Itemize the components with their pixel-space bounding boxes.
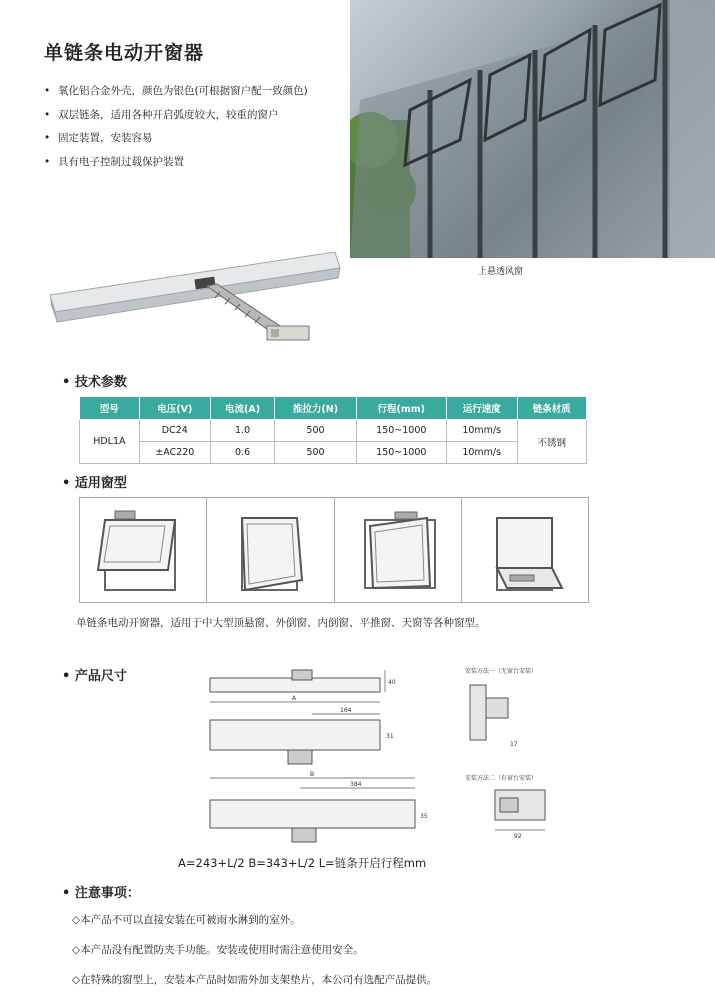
- spec-cell: 0.6: [210, 442, 274, 464]
- spec-cell: ±AC220: [139, 442, 210, 464]
- window-type-diagrams: [79, 497, 589, 603]
- spec-material: 不锈钢: [517, 420, 586, 464]
- dim-label-35: 35: [420, 813, 428, 820]
- photo-caption: 上悬透风窗: [478, 267, 524, 277]
- dim-label-92: 92: [514, 833, 522, 840]
- dim-label-17: 17: [510, 741, 518, 748]
- size-formula: A=243+L/2 B=343+L/2 L=链条开启行程mm: [178, 856, 427, 870]
- building-photo: [350, 0, 715, 258]
- notes-list: [72, 905, 437, 995]
- spec-header: 行程(mm): [356, 397, 446, 420]
- spec-cell: 1.0: [210, 420, 274, 442]
- spec-header: 型号: [80, 397, 140, 420]
- window-type-inward: [335, 498, 462, 602]
- spec-cell: 150~1000: [356, 420, 446, 442]
- note-item: ◇本产品不可以直接安装在可被雨水淋到的室外。: [72, 914, 301, 926]
- actuator-image: [45, 230, 345, 360]
- spec-heading: • 技术参数: [62, 375, 127, 390]
- page-title: 单链条电动开窗器: [44, 42, 205, 64]
- note-item: ◇在特殊的窗型上，安装本产品时如需外加支架垫片，本公司有选配产品提供。: [72, 974, 438, 986]
- spec-cell: 10mm/s: [446, 420, 517, 442]
- spec-cell: 150~1000: [356, 442, 446, 464]
- spec-header: 电压(V): [139, 397, 210, 420]
- feature-item: • 固定装置，安装容易: [44, 132, 153, 144]
- window-type-top-hung: [80, 498, 207, 602]
- feature-item: • 具有电子控制过载保护装置: [44, 155, 184, 168]
- spec-model: HDL1A: [80, 420, 140, 464]
- window-type-bottom-hung: [207, 498, 334, 602]
- install-method-2: 安装方法二（有窗台安装）: [465, 775, 538, 782]
- spec-header: 运行速度: [446, 397, 517, 420]
- dim-label-b: B: [310, 771, 315, 778]
- spec-table: [79, 396, 587, 464]
- spec-header: 推拉力(N): [275, 397, 356, 420]
- notes-heading: • 注意事项：: [62, 886, 140, 901]
- feature-item: • 双层链条，适用各种开启弧度较大，较重的窗户: [44, 108, 279, 121]
- note-item: ◇本产品没有配置防夹手功能。安装或使用时需注意使用安全。: [72, 944, 364, 956]
- dim-label-a: A: [292, 695, 297, 702]
- dim-label-31: 31: [386, 733, 394, 740]
- table-row: [80, 420, 587, 442]
- feature-item: • 氧化铝合金外壳，颜色为银色(可根据窗户配一致颜色): [44, 85, 308, 97]
- window-types-heading: • 适用窗型: [62, 476, 127, 491]
- dim-label-40: 40: [388, 679, 396, 686]
- spec-cell: DC24: [139, 420, 210, 442]
- spec-header-row: [80, 397, 587, 420]
- dimension-drawing: [200, 660, 600, 850]
- spec-cell: 500: [275, 442, 356, 464]
- table-row: [80, 442, 587, 464]
- spec-cell: 500: [275, 420, 356, 442]
- dim-label-384: 384: [350, 781, 362, 788]
- spec-header: 链条材质: [517, 397, 586, 420]
- spec-header: 电流(A): [210, 397, 274, 420]
- window-type-outward: [462, 498, 588, 602]
- dim-label-164: 164: [340, 707, 352, 714]
- spec-cell: 10mm/s: [446, 442, 517, 464]
- window-types-description: 单链条电动开窗器，适用于中大型顶悬窗、外倒窗、内倒窗、平推窗、天窗等各种窗型。: [76, 617, 486, 629]
- dimensions-heading: • 产品尺寸: [62, 669, 127, 684]
- feature-list: [44, 80, 308, 174]
- install-method-1: 安装方法一（无窗台安装）: [465, 668, 538, 675]
